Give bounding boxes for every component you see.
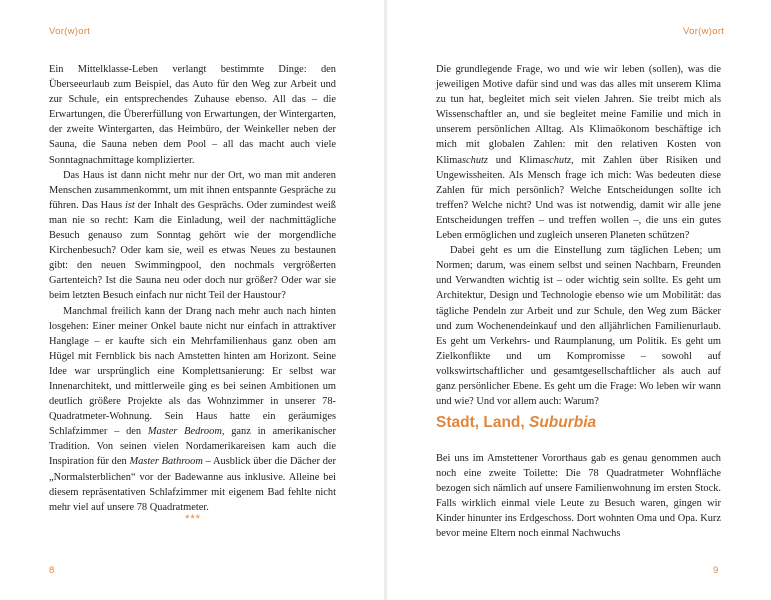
book-gutter <box>384 0 387 600</box>
right-body-text <box>436 62 721 409</box>
italic-text: Master Bedroom <box>147 426 222 438</box>
text-run: Die grundlegende Frage, wo und wie wir leben (sollen), was die jeweiligen Motive dafür sind und was das alles mit unserem Klima zu tun hat, begleitet mich seit vielen Jahren. Sie treibt mich als Wissenschaftler an, und sie begleitet meine Familie und mich in unserem persönlichen Alltag. Als Klimaökonom beschäftige ich mich mit globalen Zahlen: mit den relativen Kosten von Klima <box>436 64 721 166</box>
text-run: Ein Mittelklasse-Leben verlangt bestimmte Dinge: den Überseeurlaub zum Beispiel, das Auto für den Weg zur Arbeit und zur Schule, ein entsprechendes Zuhause ebenso. All das – die Erwartungen, die Übererfüllung von Erwartungen, der Wintergarten, der zweite Wintergarten, das Heimbüro, der Weinkeller neben der Sauna, die Sauna neben dem Pool – all das macht auch viele Sonntagnachmittage komplizierter. <box>49 64 336 166</box>
section-separator: *** <box>185 513 201 525</box>
paragraph <box>49 62 336 168</box>
text-run: und Klima <box>487 154 546 166</box>
left-running-head: Vor(w)ort <box>49 26 91 37</box>
section-heading <box>436 414 596 432</box>
text-run: – Ausblick über die Dächer der „Normalsterblichen“ vor der Badewanne aus inklusive. Alleine bei diesem repräsentativen Schlafzimmer mit eigenem Bad fehlte nicht mehr viel auf unsere 78 Quadratmeter. <box>49 456 336 513</box>
right-running-head: Vor(w)ort <box>683 26 725 37</box>
text-run: Das Haus ist dann nicht mehr nur der Ort, wo man mit anderen Menschen zusammenkommt, um mit ihnen entspannte Gespräche zu führen. Das Haus <box>49 169 336 211</box>
right-page-number: 9 <box>713 565 719 576</box>
paragraph: Bei uns im Amstettener Vororthaus gab es genau genommen auch noch eine zweite Toilette: Die 78 Quadratmeter Wohnfläche bezogen sich nämlich auf unsere Familienwohnung im ersten Stock. Falls wirklich einmal viele Leute zu Besuch waren, gingen wir Kinder hinunter ins Erdgeschoss. Dort wohnten Oma und Opa. Kurz bevor meine Eltern noch einmal Nachwuchs <box>436 453 721 540</box>
italic-text: ist <box>124 199 135 211</box>
italic-text: Master Bathroom <box>129 456 203 468</box>
left-page-number: 8 <box>49 565 55 576</box>
text-run: , ganz in amerikanischer Tradition. Von seinen vielen Nordamerikareisen kam auch die Inspiration für den <box>49 426 336 468</box>
text-run: Manchmal freilich kann der Drang nach mehr auch nach hinten losgehen: Einer meiner Onkel baute nicht nur einfach in attraktiver Hanglage – er kaufte sich ein Mehrfamilienhaus ganz oben am Hügel mit Fernblick bis nach Amstetten hinten am Horizont. Seine Idee war ursprünglich eine Komplettsanierung: Er selbst war Innenarchitekt, und mittlerweile ging es bei seinen Ambitionen um deutlich größere Projekte als das Wohnzimmer in unserer 78-Quadratmeter-Wohnung. Sein Haus hatte ein geräumiges Schlafzimmer – den <box>49 305 336 438</box>
paragraph <box>436 243 721 409</box>
italic-text: schutz <box>461 154 488 166</box>
italic-text: schutz <box>545 154 572 166</box>
text-run: Dabei geht es um die Einstellung zum täglichen Leben; um Normen; darum, was einem selbst und seinen Nachbarn, Freunden und Verwandten wichtig ist – oder wichtig sein sollte. Es geht um Architektur, Design und Technologie ebenso wie um Mobilität: das tägliche Pendeln zur Arbeit und zur Schule, den Weg zum Bäcker und zum Wochenendeinkauf und den alljährlichen Familienurlaub. Es geht um Verkehrs- und Raumplanung, um Politik. Es geht um Zielkonflikte und um Kompromisse – sowohl auf volkswirtschaftlicher und gesamtgesellschaftlicher als auch auf ganz persönlicher Ebene. Es geht um die Frage: Wo leben wir wann und wie? Und vor allem auch: Warum? <box>436 245 721 408</box>
paragraph <box>49 304 336 515</box>
text-run: der Inhalt des Gesprächs. Oder zumindest weiß man nie so recht: Kam die Einladung, weil der nachmittägliche Besuch genauso zum Sonntag gehört wie der morgendliche Kirchenbesuch? Oder kam sie, weil es etwas Neues zu bestaunen gibt: den neuen Swimmingpool, den nochmals vergrößerten Gartenteich? Ist die Sauna neu oder doch nur größer? Oder war sie beim letzten Besuch einfach nur nicht Teil der Haustour? <box>49 199 336 302</box>
section-heading-italic: Suburbia <box>529 414 597 431</box>
section-heading-plain: Stadt, Land, <box>436 414 529 431</box>
section-body-text <box>436 451 721 542</box>
left-body-text <box>49 62 336 515</box>
paragraph <box>49 168 336 304</box>
paragraph <box>436 62 721 243</box>
text-run: , mit Zahlen über Risiken und Ungewissheiten. Als Mensch frage ich mich: Was bedeuten diese Zahlen für mich persönlich? Welche Entscheidungen sollte ich treffen? Welche nicht? Und was ist notwendig, damit wir alle jene Entscheidungen treffen – und treffen wollen –, die uns ein gutes Leben ermöglichen und zugleich unseren Planeten schützen? <box>436 154 721 242</box>
